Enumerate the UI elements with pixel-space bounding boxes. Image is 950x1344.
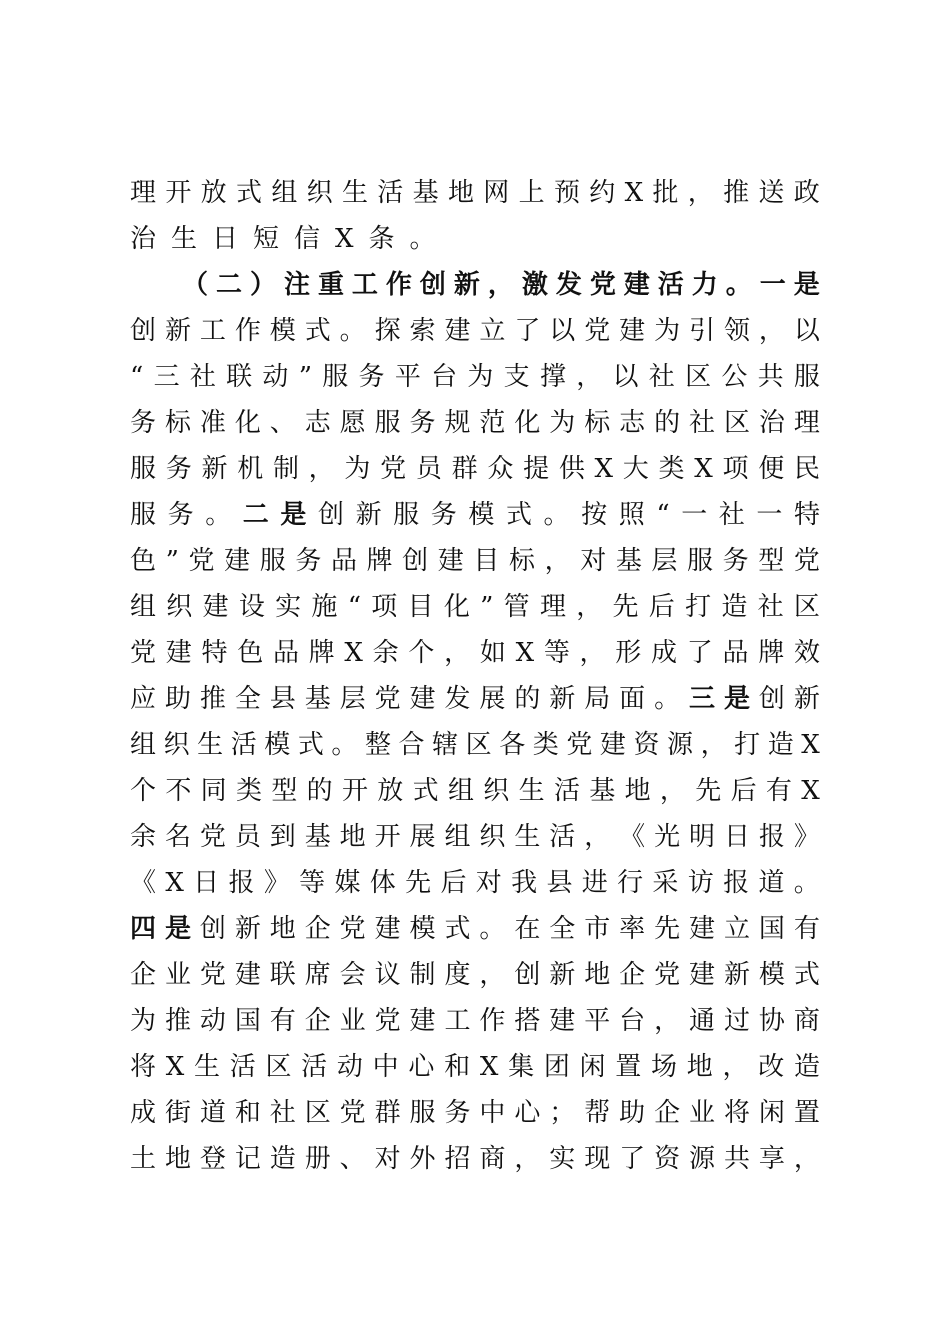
text-line: 个 不 同 类 型 的 开 放 式 组 织 生 活 基 地 ， 先 后 有 X xyxy=(130,776,820,806)
text-line: 成 街 道 和 社 区 党 群 服 务 中 心 ； 帮 助 企 业 将 闲 置 xyxy=(130,1098,820,1128)
text-line: 党 建 特 色 品 牌 X 余 个 ， 如 X 等 ， 形 成 了 品 牌 效 xyxy=(130,638,820,668)
paragraph-continued xyxy=(130,170,820,262)
text-line: 服 务 。 二 是 创 新 服 务 模 式 。 按 照 “ 一 社 一 特 xyxy=(130,500,820,530)
text-line: （ 二 ） 注 重 工 作 创 新 ， 激 发 党 建 活 力 。 一 是 xyxy=(182,270,820,300)
text-line: 应 助 推 全 县 基 层 党 建 发 展 的 新 局 面 。 三 是 创 新 xyxy=(130,684,820,714)
text-line: 将 X 生 活 区 活 动 中 心 和 X 集 团 闲 置 场 地 ， 改 造 xyxy=(130,1052,820,1082)
text-line: 四 是 创 新 地 企 党 建 模 式 。 在 全 市 率 先 建 立 国 有 xyxy=(130,914,820,944)
text-line: 组 织 生 活 模 式 。 整 合 辖 区 各 类 党 建 资 源 ， 打 造 X xyxy=(130,730,820,760)
text-line: 治生日短信X条。 xyxy=(130,224,451,254)
paragraph-section-two xyxy=(130,262,820,1182)
text-line: 服 务 新 机 制 ， 为 党 员 群 众 提 供 X 大 类 X 项 便 民 xyxy=(130,454,820,484)
text-line: 务 标 准 化 、 志 愿 服 务 规 范 化 为 标 志 的 社 区 治 理 xyxy=(130,408,820,438)
text-line: 企 业 党 建 联 席 会 议 制 度 ， 创 新 地 企 党 建 新 模 式 xyxy=(130,960,820,990)
text-line: 色 ” 党 建 服 务 品 牌 创 建 目 标 ， 对 基 层 服 务 型 党 xyxy=(130,546,820,576)
text-line: 《 X 日 报 》 等 媒 体 先 后 对 我 县 进 行 采 访 报 道 。 xyxy=(130,868,820,898)
text-line: 理 开 放 式 组 织 生 活 基 地 网 上 预 约 X 批 ， 推 送 政 xyxy=(130,178,820,208)
text-line: 为 推 动 国 有 企 业 党 建 工 作 搭 建 平 台 ， 通 过 协 商 xyxy=(130,1006,820,1036)
text-line: 创 新 工 作 模 式 。 探 索 建 立 了 以 党 建 为 引 领 ， 以 xyxy=(130,316,820,346)
text-line: “ 三 社 联 动 ” 服 务 平 台 为 支 撑 ， 以 社 区 公 共 服 xyxy=(130,362,820,392)
text-line: 土 地 登 记 造 册 、 对 外 招 商 ， 实 现 了 资 源 共 享 ， xyxy=(130,1144,820,1174)
text-line: 余 名 党 员 到 基 地 开 展 组 织 生 活 ， 《 光 明 日 报 》 xyxy=(130,822,820,852)
text-line: 组 织 建 设 实 施 “ 项 目 化 ” 管 理 ， 先 后 打 造 社 区 xyxy=(130,592,820,622)
